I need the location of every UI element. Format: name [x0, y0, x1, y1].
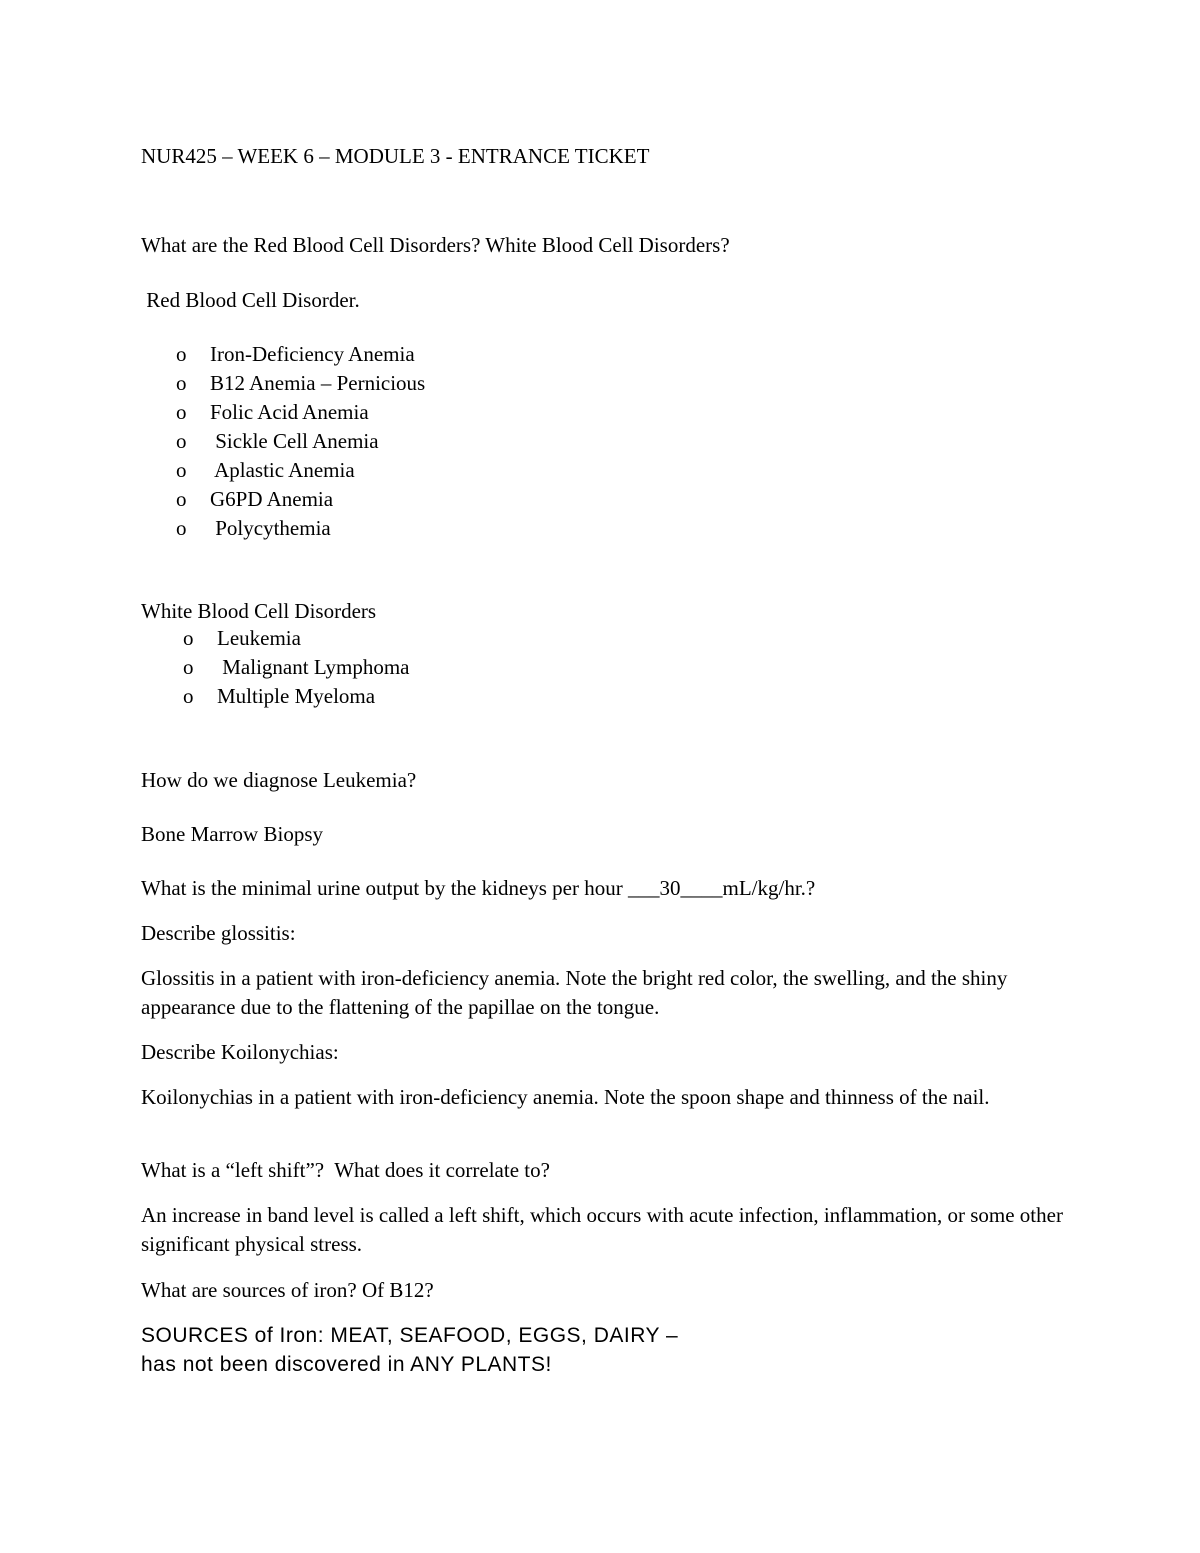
list-item: o Leukemia — [183, 624, 783, 653]
bullet-icon: o — [176, 487, 187, 511]
wbc-heading: White Blood Cell Disorders — [141, 599, 377, 623]
list-item: o Multiple Myeloma — [183, 682, 783, 711]
bullet-icon: o — [176, 400, 187, 424]
bullet-icon: o — [183, 655, 194, 679]
question-iron-sources: What are sources of iron? Of B12? — [141, 1278, 434, 1302]
bullet-icon: o — [183, 626, 194, 650]
answer-iron-sources-line2: has not been discovered in ANY PLANTS! — [141, 1353, 552, 1376]
list-item: o Sickle Cell Anemia — [176, 427, 776, 456]
list-item: o Malignant Lymphoma — [183, 653, 783, 682]
answer-glossitis: Glossitis in a patient with iron-deficiency anemia. Note the bright red color, the swelling, and the shiny appearance due to the flattening of the papillae on the tongue. — [141, 966, 1008, 1019]
list-item: o G6PD Anemia — [176, 485, 776, 514]
bullet-icon: o — [183, 684, 194, 708]
document-title: NUR425 – WEEK 6 – MODULE 3 - ENTRANCE TICKET — [141, 144, 650, 168]
bullet-icon: o — [176, 429, 187, 453]
question-left-shift: What is a “left shift”? What does it correlate to? — [141, 1158, 550, 1182]
wbc-disorder-list — [183, 624, 783, 711]
list-item: o B12 Anemia – Pernicious — [176, 369, 776, 398]
bullet-icon: o — [176, 371, 187, 395]
list-item: o Folic Acid Anemia — [176, 398, 776, 427]
answer-left-shift: An increase in band level is called a left shift, which occurs with acute infection, inflammation, or some other significant physical stress. — [141, 1203, 1063, 1256]
question-koilonychias: Describe Koilonychias: — [141, 1040, 339, 1064]
question-blood-disorders: What are the Red Blood Cell Disorders? White Blood Cell Disorders? — [141, 233, 730, 257]
question-urine-output: What is the minimal urine output by the kidneys per hour ___30____mL/kg/hr.? — [141, 876, 816, 900]
rbc-heading: Red Blood Cell Disorder. — [141, 288, 360, 312]
question-glossitis: Describe glossitis: — [141, 921, 296, 945]
bullet-icon: o — [176, 342, 187, 366]
list-item: o Iron-Deficiency Anemia — [176, 340, 776, 369]
bullet-icon: o — [176, 516, 187, 540]
list-item: o Polycythemia — [176, 514, 776, 543]
answer-iron-sources-line1: SOURCES of Iron: MEAT, SEAFOOD, EGGS, DAIRY – — [141, 1324, 679, 1347]
question-diagnose-leukemia: How do we diagnose Leukemia? — [141, 768, 417, 792]
rbc-disorder-list — [176, 340, 776, 543]
answer-diagnose-leukemia: Bone Marrow Biopsy — [141, 822, 323, 846]
list-item: o Aplastic Anemia — [176, 456, 776, 485]
bullet-icon: o — [176, 458, 187, 482]
answer-koilonychias: Koilonychias in a patient with iron-deficiency anemia. Note the spoon shape and thinness of the nail. — [141, 1085, 990, 1109]
